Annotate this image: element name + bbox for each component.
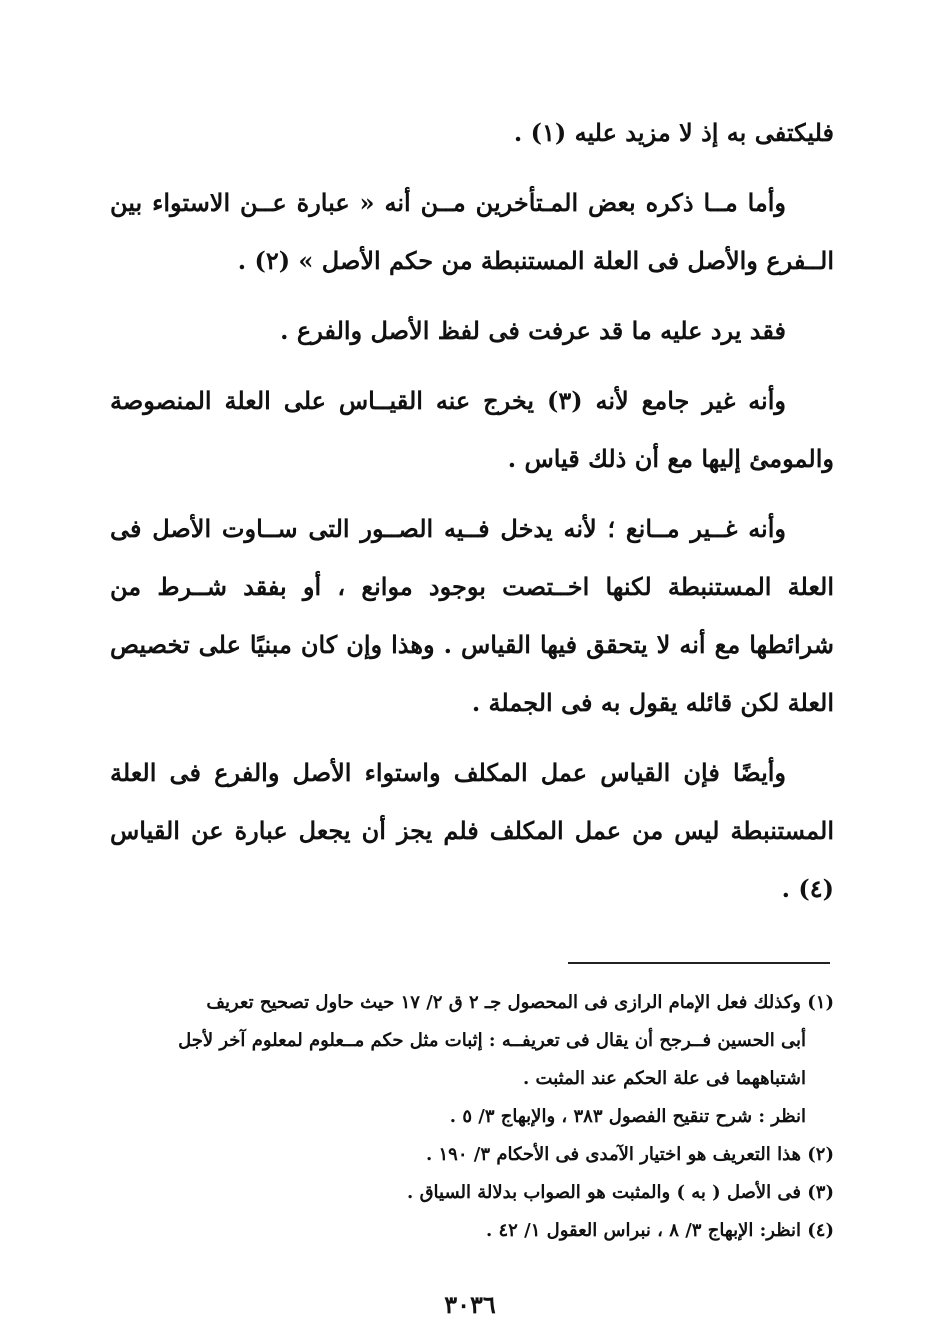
footnote-1-line-3: اشتباههما فى علة الحكم عند المثبت .	[522, 1068, 806, 1089]
footnote-divider	[568, 962, 830, 964]
page-number: ٣٠٣٦	[444, 1290, 496, 1319]
paragraph-5: وأنه غــير مــانع ؛ لأنه يدخل فــيه الصــور التى ســاوت الأصل فى العلة المستنبطة لكنها اخــتصت بوجود موانع ، أو بفقد شــرط من شرائطها مع أنه لا يتحقق فيها القياس . وهذا وإن كان مبنيًا على تخصيص العلة لكن قائله يقول به فى الجملة .	[110, 514, 835, 717]
footnote-1-line-1: (١) وكذلك فعل الإمام الرازى فى المحصول جـ ٢ ق ٢/ ١٧ حيث حاول تصحيح تعريف	[206, 992, 834, 1013]
paragraph-3: فقد يرد عليه ما قد عرفت فى لفظ الأصل والفرع .	[280, 316, 786, 345]
footnote-1-reference: انظر : شرح تنقيح الفصول ٣٨٣ ، والإبهاج ٣/ ٥ .	[449, 1106, 806, 1127]
paragraph-1: فليكتفى به إذ لا مزيد عليه (١) .	[513, 118, 834, 147]
footnote-1-line-2: أبى الحسين فــرجح أن يقال فى تعريفــه : إثبات مثل حكم مــعلوم لمعلوم آخر لأجل	[178, 1030, 806, 1051]
paragraph-6: وأيضًا فإن القياس عمل المكلف واستواء الأصل والفرع فى العلة المستنبطة ليس من عمل المكلف فلم يجز أن يجعل عبارة عن القياس (٤) .	[110, 758, 834, 903]
paragraph-4: وأنه غير جامع لأنه (٣) يخرج عنه القيــاس على العلة المنصوصة والمومئ إليها مع أن ذلك قياس .	[110, 386, 834, 473]
footnotes	[110, 984, 834, 1250]
main-text	[110, 104, 834, 930]
footnote-2: (٢) هذا التعريف هو اختيار الآمدى فى الأحكام ٣/ ١٩٠ .	[425, 1144, 834, 1165]
footnote-3: (٣) فى الأصل ( به ) والمثبت هو الصواب بدلالة السياق .	[407, 1182, 834, 1203]
paragraph-2: وأما مــا ذكره بعض المـتأخرين مــن أنه « عبارة عــن الاستواء بين الــفرع والأصل فى العلة المستنبطة من حكم الأصل » (٢) .	[110, 188, 834, 275]
footnote-4: (٤) انظر: الإبهاج ٣/ ٨ ، نبراس العقول ١/ ٤٢ .	[485, 1220, 834, 1241]
